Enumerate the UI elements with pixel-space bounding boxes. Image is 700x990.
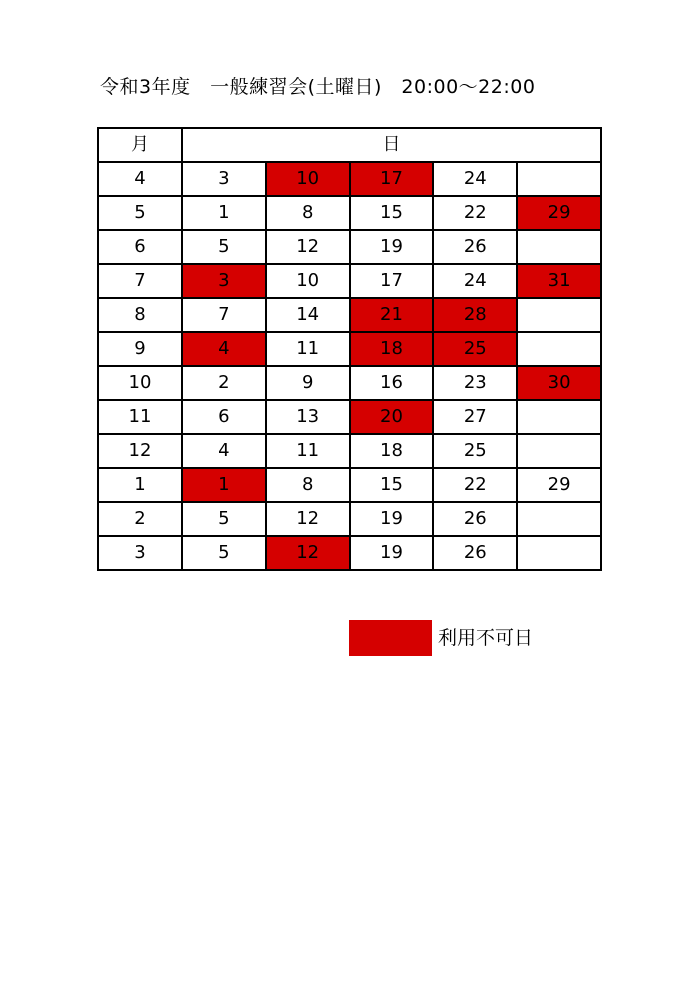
table-row — [98, 264, 601, 298]
day-cell: 13 — [266, 400, 350, 434]
day-cell: 18 — [350, 434, 434, 468]
day-cell: 24 — [433, 162, 517, 196]
day-cell: 5 — [182, 502, 266, 536]
table-row — [98, 502, 601, 536]
day-cell: 25 — [433, 434, 517, 468]
day-cell: 27 — [433, 400, 517, 434]
day-cell: 24 — [433, 264, 517, 298]
day-cell: 7 — [182, 298, 266, 332]
day-cell: 22 — [433, 196, 517, 230]
day-cell — [517, 230, 601, 264]
month-cell: 2 — [98, 502, 182, 536]
table-row — [98, 536, 601, 570]
day-cell-unavailable: 17 — [350, 162, 434, 196]
day-cell: 8 — [266, 468, 350, 502]
month-cell: 5 — [98, 196, 182, 230]
day-cell: 12 — [266, 230, 350, 264]
table-row — [98, 230, 601, 264]
day-cell — [517, 502, 601, 536]
month-cell: 4 — [98, 162, 182, 196]
day-cell: 26 — [433, 536, 517, 570]
day-cell: 26 — [433, 502, 517, 536]
day-cell-unavailable: 28 — [433, 298, 517, 332]
schedule-table — [97, 127, 602, 571]
day-cell: 1 — [182, 196, 266, 230]
day-cell: 4 — [182, 434, 266, 468]
day-cell: 23 — [433, 366, 517, 400]
month-cell: 3 — [98, 536, 182, 570]
day-cell: 19 — [350, 230, 434, 264]
day-cell — [517, 332, 601, 366]
table-row — [98, 298, 601, 332]
day-cell-unavailable: 10 — [266, 162, 350, 196]
day-cell: 15 — [350, 196, 434, 230]
day-cell-unavailable: 1 — [182, 468, 266, 502]
day-cell: 15 — [350, 468, 434, 502]
month-cell: 10 — [98, 366, 182, 400]
month-cell: 1 — [98, 468, 182, 502]
day-cell-unavailable: 30 — [517, 366, 601, 400]
day-cell-unavailable: 12 — [266, 536, 350, 570]
table-row — [98, 162, 601, 196]
day-column-header: 日 — [182, 128, 601, 162]
day-cell: 11 — [266, 434, 350, 468]
day-cell: 16 — [350, 366, 434, 400]
day-cell: 14 — [266, 298, 350, 332]
day-cell: 19 — [350, 502, 434, 536]
month-cell: 7 — [98, 264, 182, 298]
day-cell-unavailable: 18 — [350, 332, 434, 366]
day-cell: 10 — [266, 264, 350, 298]
table-header-row — [98, 128, 601, 162]
month-cell: 11 — [98, 400, 182, 434]
day-cell: 11 — [266, 332, 350, 366]
day-cell: 5 — [182, 536, 266, 570]
table-row — [98, 332, 601, 366]
legend — [349, 620, 533, 656]
day-cell-unavailable: 3 — [182, 264, 266, 298]
day-cell — [517, 400, 601, 434]
table-row — [98, 468, 601, 502]
day-cell: 9 — [266, 366, 350, 400]
day-cell-unavailable: 25 — [433, 332, 517, 366]
day-cell: 26 — [433, 230, 517, 264]
schedule-table-body — [98, 128, 601, 570]
day-cell-unavailable: 29 — [517, 196, 601, 230]
table-row — [98, 434, 601, 468]
day-cell-unavailable: 20 — [350, 400, 434, 434]
day-cell — [517, 536, 601, 570]
month-cell: 9 — [98, 332, 182, 366]
day-cell-unavailable: 31 — [517, 264, 601, 298]
month-column-header: 月 — [98, 128, 182, 162]
page-title: 令和3年度 一般練習会(土曜日) 20:00～22:00 — [100, 76, 536, 98]
table-row — [98, 366, 601, 400]
day-cell: 6 — [182, 400, 266, 434]
day-cell: 5 — [182, 230, 266, 264]
day-cell: 22 — [433, 468, 517, 502]
month-cell: 8 — [98, 298, 182, 332]
day-cell — [517, 162, 601, 196]
day-cell: 12 — [266, 502, 350, 536]
table-row — [98, 400, 601, 434]
day-cell: 8 — [266, 196, 350, 230]
legend-unavailable-label: 利用不可日 — [438, 627, 534, 649]
table-row — [98, 196, 601, 230]
month-cell: 6 — [98, 230, 182, 264]
day-cell: 2 — [182, 366, 266, 400]
month-cell: 12 — [98, 434, 182, 468]
day-cell-unavailable: 4 — [182, 332, 266, 366]
day-cell: 3 — [182, 162, 266, 196]
day-cell-unavailable: 21 — [350, 298, 434, 332]
day-cell — [517, 434, 601, 468]
legend-unavailable-swatch — [349, 620, 432, 656]
day-cell: 19 — [350, 536, 434, 570]
day-cell: 29 — [517, 468, 601, 502]
day-cell: 17 — [350, 264, 434, 298]
day-cell — [517, 298, 601, 332]
